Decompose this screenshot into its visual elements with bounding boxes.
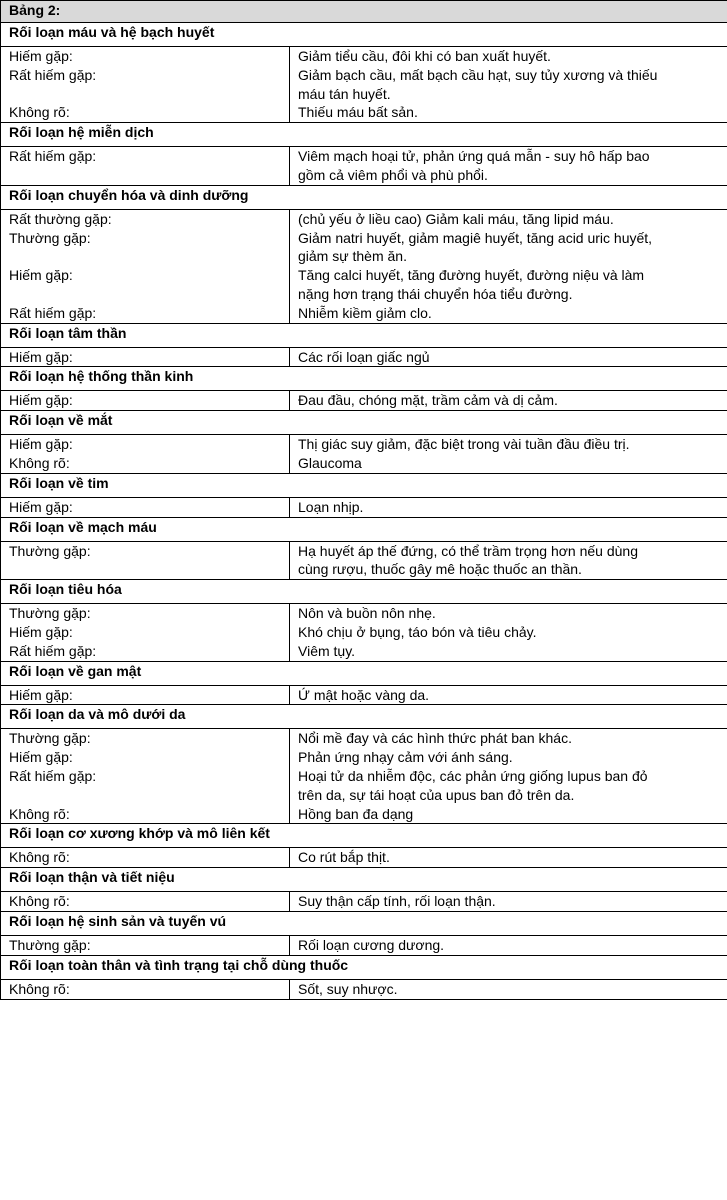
effect-text: trên da, sự tái hoạt của upus ban đỏ trên da. [298,786,575,803]
section-heading-row [1,955,727,979]
effect-text: Giảm bạch cầu, mất bạch cầu hạt, suy tủy xương và thiếu [298,66,658,83]
frequency-cell [1,47,290,123]
frequency-label: Rất hiếm gặp: [9,304,97,321]
effect-text: Loạn nhịp. [298,498,364,515]
frequency-cell [1,935,290,955]
frequency-label [9,247,289,266]
effect-text: cùng rượu, thuốc gây mê hoặc thuốc an thần. [298,561,582,578]
frequency-label: Hiếm gặp: [9,436,73,453]
effect-text: Đau đầu, chóng mặt, trầm cảm và dị cảm. [298,392,558,409]
section-heading-row [1,323,727,347]
frequency-label: Hiếm gặp: [9,48,73,64]
frequency-label: Thường gặp: [9,605,91,622]
table-title-row [1,1,727,23]
section-heading: Rối loạn chuyển hóa và dinh dưỡng [1,185,727,209]
frequency-label: Hiếm gặp: [9,749,73,766]
section-heading-row [1,911,727,935]
section-heading-row [1,580,727,604]
effect-text: Ứ mật hoặc vàng da. [298,686,430,703]
effect-text: Giảm natri huyết, giảm magiê huyết, tăng acid uric huyết, [298,229,653,246]
effect-text: gồm cả viêm phổi và phù phổi. [298,166,488,183]
frequency-cell [1,541,290,580]
effect-cell [290,604,727,661]
effect-text: Phản ứng nhạy cảm với ánh sáng. [298,749,513,766]
effect-text: Thiếu máu bất sản. [298,104,418,121]
effect-cell [290,685,727,705]
section-body-row [1,147,727,186]
effect-text: Hạ huyết áp thế đứng, có thể trầm trọng hơn nếu dùng [298,542,638,559]
effect-text: Viêm mạch hoại tử, phản ứng quá mẫn - suy hô hấp bao [298,148,650,165]
section-heading-row [1,185,727,209]
section-heading: Rối loạn hệ thống thần kinh [1,367,727,391]
frequency-label: Hiếm gặp: [9,498,73,515]
section-heading: Rối loạn về tim [1,473,727,497]
effect-cell [290,892,727,912]
effect-cell [290,848,727,868]
frequency-cell [1,435,290,474]
effect-cell [290,435,727,474]
effect-text: Khó chịu ở bụng, táo bón và tiêu chảy. [298,623,537,640]
section-heading: Rối loạn tiêu hóa [1,580,727,604]
section-body-row [1,209,727,323]
frequency-label: Rất hiếm gặp: [9,642,97,659]
effect-text: giảm sự thèm ăn. [298,248,407,265]
effect-text: Thị giác suy giảm, đặc biệt trong vài tuần đầu điều trị. [298,436,630,453]
frequency-cell [1,729,290,824]
frequency-label: Thường gặp: [9,229,91,246]
frequency-label [9,85,289,104]
section-heading-row [1,123,727,147]
section-body-row [1,347,727,367]
section-heading-row [1,661,727,685]
section-heading-row [1,517,727,541]
effect-text: Nhiễm kiềm giảm clo. [298,304,432,321]
frequency-label: Không rõ: [9,849,70,866]
effect-cell [290,209,727,323]
effect-cell [290,729,727,824]
effect-text: Co rút bắp thịt. [298,849,390,866]
effect-text: nặng hơn trạng thái chuyển hóa tiểu đường. [298,285,573,302]
frequency-label: Rất hiếm gặp: [9,148,97,165]
frequency-cell [1,347,290,367]
effect-text: Sốt, suy nhược. [298,980,398,997]
section-heading-row [1,705,727,729]
section-body-row [1,604,727,661]
frequency-label: Hiếm gặp: [9,392,73,409]
effect-text: Nổi mề đay và các hình thức phát ban khác. [298,730,572,747]
frequency-label: Hiếm gặp: [9,348,73,365]
section-heading: Rối loạn thận và tiết niệu [1,868,727,892]
effect-text: máu tán huyết. [298,85,391,102]
section-heading: Rối loạn về gan mật [1,661,727,685]
section-heading: Rối loạn về mắt [1,411,727,435]
frequency-cell [1,892,290,912]
section-heading: Rối loạn hệ sinh sản và tuyến vú [1,911,727,935]
section-heading: Rối loạn da và mô dưới da [1,705,727,729]
frequency-cell [1,209,290,323]
effect-text: Hoại tử da nhiễm độc, các phản ứng giống lupus ban đỏ [298,767,648,784]
frequency-cell [1,979,290,999]
frequency-cell [1,685,290,705]
effect-cell [290,391,727,411]
section-body-row [1,935,727,955]
frequency-label [9,166,289,185]
section-body-row [1,435,727,474]
section-body-row [1,685,727,705]
frequency-label: Rất thường gặp: [9,210,112,227]
effect-text: (chủ yếu ở liều cao) Giảm kali máu, tăng lipid máu. [298,210,614,227]
section-heading-row [1,411,727,435]
section-heading-row [1,367,727,391]
effect-text: Rối loạn cương dương. [298,936,445,953]
effect-text: Glaucoma [298,454,362,471]
frequency-label: Không rõ: [9,104,70,121]
table-title: Bảng 2: [1,1,727,23]
effect-text: Nôn và buồn nôn nhẹ. [298,605,436,622]
section-heading-row [1,23,727,47]
frequency-label: Hiếm gặp: [9,267,73,284]
frequency-label: Thường gặp: [9,730,91,747]
effect-cell [290,497,727,517]
frequency-label: Không rõ: [9,805,70,822]
effect-text: Hồng ban đa dạng [298,805,414,822]
section-heading: Rối loạn hệ miễn dịch [1,123,727,147]
frequency-label: Không rõ: [9,454,70,471]
frequency-label: Không rõ: [9,893,70,910]
section-heading: Rối loạn cơ xương khớp và mô liên kết [1,824,727,848]
frequency-label: Hiếm gặp: [9,686,73,703]
frequency-label: Rất hiếm gặp: [9,66,97,83]
effect-cell [290,347,727,367]
section-body-row [1,848,727,868]
section-body-row [1,979,727,999]
frequency-label: Rất hiếm gặp: [9,767,97,784]
effect-cell [290,541,727,580]
effect-text: Các rối loạn giấc ngủ [298,348,430,365]
frequency-label [9,285,289,304]
frequency-label: Hiếm gặp: [9,623,73,640]
section-body-row [1,729,727,824]
frequency-cell [1,604,290,661]
frequency-cell [1,497,290,517]
effect-cell [290,979,727,999]
frequency-cell [1,391,290,411]
frequency-label [9,786,289,805]
section-heading: Rối loạn toàn thân và tình trạng tại chỗ dùng thuốc [1,955,727,979]
effect-text: Suy thận cấp tính, rối loạn thận. [298,893,496,910]
section-body-row [1,892,727,912]
effect-cell [290,47,727,123]
section-heading: Rối loạn máu và hệ bạch huyết [1,23,727,47]
effect-text: Tăng calci huyết, tăng đường huyết, đường niệu và làm [298,267,645,284]
section-body-row [1,391,727,411]
frequency-label [9,560,289,579]
frequency-cell [1,147,290,186]
section-heading-row [1,824,727,848]
section-body-row [1,541,727,580]
frequency-label: Thường gặp: [9,936,91,953]
section-heading-row [1,868,727,892]
effect-text: Giảm tiểu cầu, đôi khi có ban xuất huyết. [298,48,551,64]
effect-cell [290,147,727,186]
section-heading: Rối loạn tâm thần [1,323,727,347]
frequency-cell [1,848,290,868]
effect-cell [290,935,727,955]
section-body-row [1,47,727,123]
effect-text: Viêm tụy. [298,642,356,659]
section-heading-row [1,473,727,497]
section-heading: Rối loạn về mạch máu [1,517,727,541]
frequency-label: Thường gặp: [9,542,91,559]
frequency-label: Không rõ: [9,980,70,997]
section-body-row [1,497,727,517]
